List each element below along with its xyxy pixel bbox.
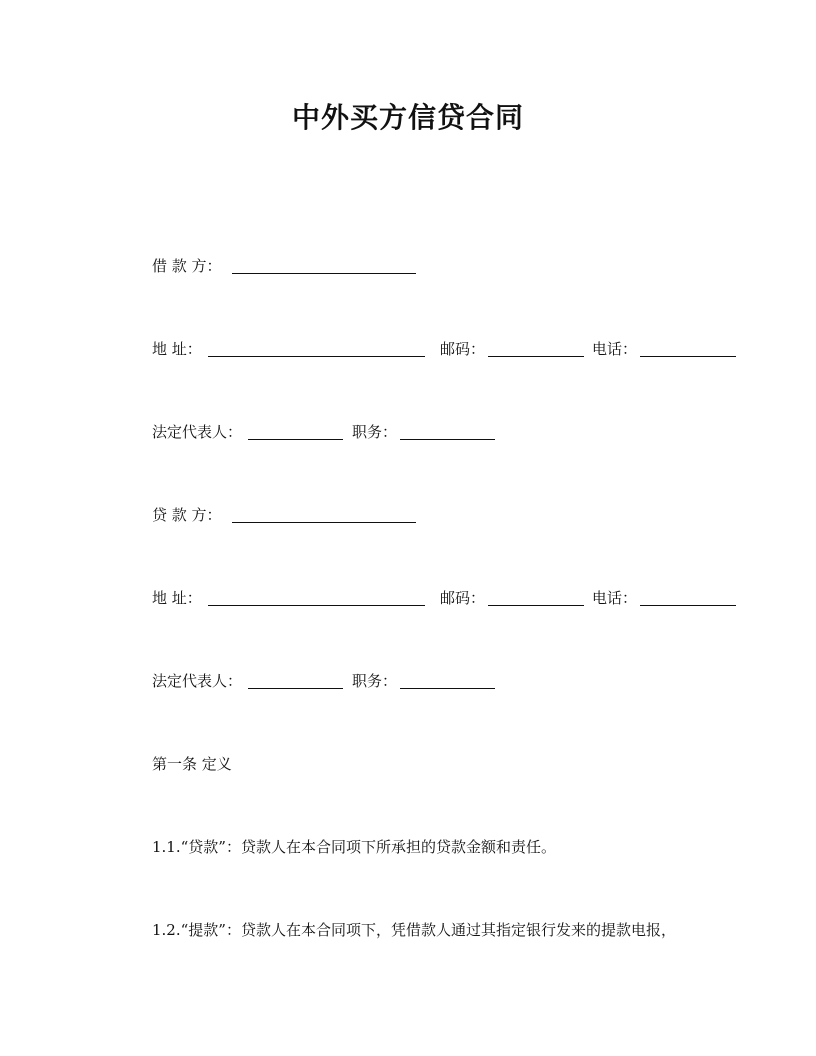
clause-1-2: 1.2.“提款”：贷款人在本合同项下，凭借款人通过其指定银行发来的提款电报，	[152, 921, 676, 939]
borrower-position-label: 职务：	[352, 423, 398, 441]
lender-address-row	[152, 588, 638, 608]
lender-position-field[interactable]	[400, 688, 495, 689]
lender-address-field[interactable]	[208, 605, 425, 606]
lender-postcode-label: 邮码：	[440, 589, 486, 607]
borrower-representative-field[interactable]	[248, 439, 343, 440]
lender-representative-row	[152, 671, 398, 691]
lender-name-field[interactable]	[232, 522, 416, 523]
lender-representative-field[interactable]	[248, 688, 343, 689]
borrower-phone-label: 电话：	[592, 340, 638, 358]
borrower-address-label: 地 址：	[152, 340, 202, 358]
borrower-party-row	[152, 256, 222, 276]
borrower-representative-label: 法定代表人：	[152, 423, 243, 441]
lender-phone-field[interactable]	[640, 605, 736, 606]
lender-representative-label: 法定代表人：	[152, 672, 243, 690]
lender-party-row	[152, 505, 222, 525]
borrower-postcode-label: 邮码：	[440, 340, 486, 358]
clause-1-1: 1.1.“贷款”：贷款人在本合同项下所承担的贷款金额和责任。	[152, 838, 556, 856]
borrower-address-field[interactable]	[208, 356, 425, 357]
borrower-phone-field[interactable]	[640, 356, 736, 357]
borrower-address-row	[152, 339, 638, 359]
article-1-heading: 第一条 定义	[152, 755, 232, 773]
lender-party-label: 贷 款 方：	[152, 506, 222, 524]
lender-phone-label: 电话：	[592, 589, 638, 607]
borrower-representative-row	[152, 422, 398, 442]
borrower-name-field[interactable]	[232, 273, 416, 274]
borrower-postcode-field[interactable]	[488, 356, 584, 357]
lender-postcode-field[interactable]	[488, 605, 584, 606]
document-title: 中外买方信贷合同	[291, 101, 524, 134]
borrower-position-field[interactable]	[400, 439, 495, 440]
borrower-party-label: 借 款 方：	[152, 257, 222, 275]
lender-address-label: 地 址：	[152, 589, 202, 607]
lender-position-label: 职务：	[352, 672, 398, 690]
